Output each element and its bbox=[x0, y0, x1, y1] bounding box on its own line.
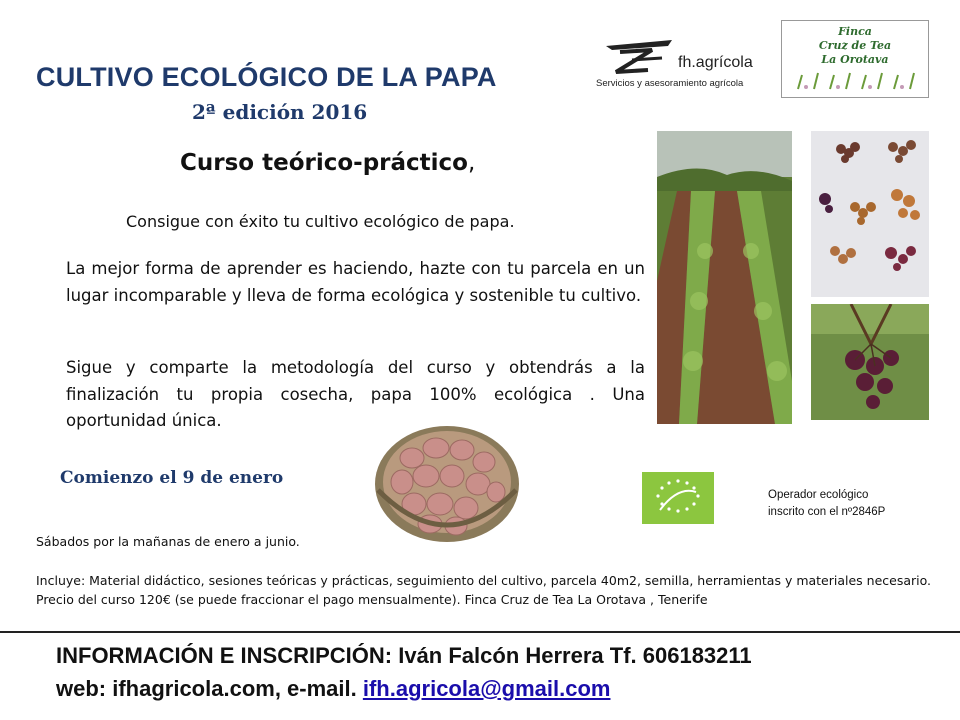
potato-field-photo bbox=[657, 131, 792, 424]
ifh-logo-name: fh.agrícola bbox=[678, 54, 753, 71]
eu-organic-leaf-logo bbox=[642, 472, 714, 524]
finca-logo-line-2: Cruz de Tea bbox=[818, 39, 892, 52]
course-comma: , bbox=[467, 150, 476, 176]
potato-basket-image bbox=[372, 420, 522, 544]
operator-line-2: inscrito con el nº2846P bbox=[768, 506, 886, 518]
operator-registration bbox=[768, 487, 885, 521]
finca-logo bbox=[781, 20, 929, 98]
page-title: CULTIVO ECOLÓGICO DE LA PAPA bbox=[36, 62, 497, 92]
includes-note: Incluye: Material didáctico, sesiones teóricas y prácticas, seguimiento del cultivo, parcela 40m2, semilla, herramientas y materiales necesario. Precio del curso 120€ (se puede fraccionar el pago mensualmente). Finca Cruz de Tea La Orotava , Tenerife bbox=[36, 573, 932, 607]
contact-info: INFORMACIÓN E INSCRIPCIÓN: Iván Falcón Herrera Tf. 606183211 bbox=[56, 643, 752, 668]
potato-varieties-photo bbox=[811, 131, 929, 297]
contact-web-email bbox=[56, 676, 610, 702]
edition-subtitle: 2ª edición 2016 bbox=[192, 100, 368, 124]
operator-line-1: Operador ecológico bbox=[768, 489, 869, 501]
description-paragraph-2: Sigue y comparte la metodología del curso y obtendrás a la finalización tu propia cosecha, papa 100% ecológica . Una oportunidad única. bbox=[66, 358, 645, 430]
finca-logo-line-1: Finca bbox=[838, 25, 872, 38]
ifh-logo bbox=[596, 36, 770, 94]
description-paragraph-1: La mejor forma de aprender es haciendo, hazte con tu parcela en un lugar incomparable y lleva de forma ecológica y sostenible tu cultivo. bbox=[66, 259, 645, 305]
email-link[interactable]: ifh.agricola@gmail.com bbox=[362, 676, 611, 701]
ifh-mark-icon bbox=[602, 36, 682, 76]
contact-web: web: ifhagricola.com, e-mail. bbox=[56, 676, 363, 701]
tagline: Consigue con éxito tu cultivo ecológico de papa. bbox=[126, 212, 515, 231]
finca-plants-icon bbox=[792, 69, 918, 91]
finca-logo-line-3: La Orotava bbox=[821, 53, 889, 66]
start-date: Comienzo el 9 de enero bbox=[60, 468, 284, 488]
schedule-note: Sábados por la mañanas de enero a junio. bbox=[36, 534, 300, 549]
footer-divider bbox=[0, 631, 960, 633]
ifh-logo-subtitle: Servicios y asesoramiento agrícola bbox=[596, 78, 744, 89]
potato-plant-harvest-photo bbox=[811, 304, 929, 420]
course-heading bbox=[180, 150, 475, 176]
course-type: Curso teórico-práctico bbox=[180, 150, 468, 176]
